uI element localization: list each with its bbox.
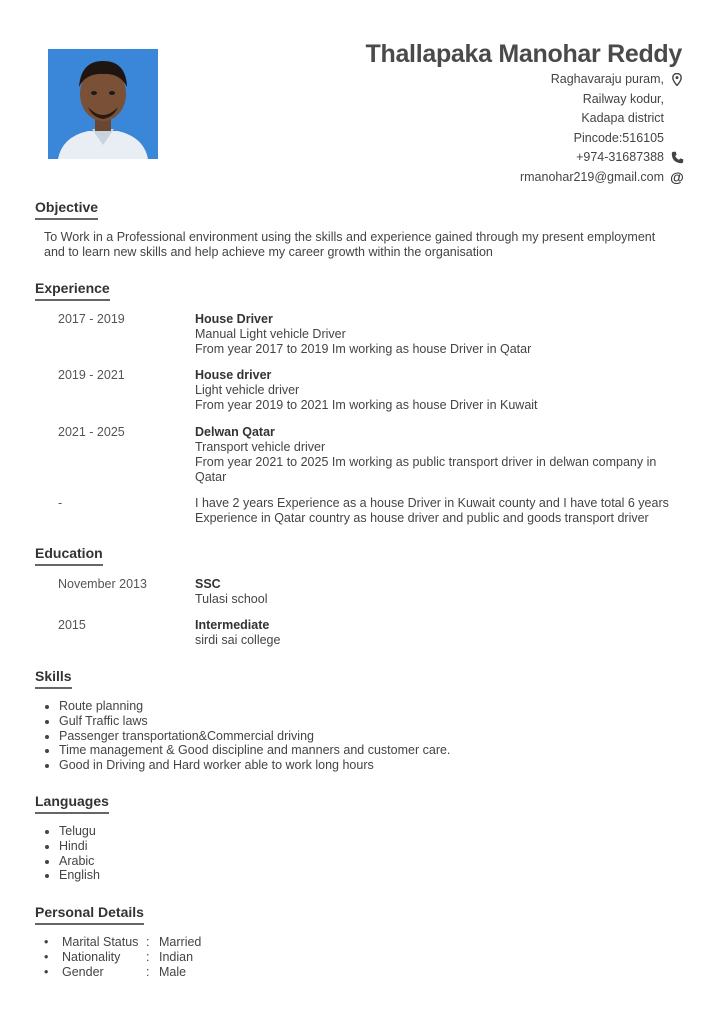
entry-title: House Driver bbox=[195, 312, 273, 326]
pincode: Pincode:516105 bbox=[573, 130, 664, 145]
entry-title: Delwan Qatar bbox=[195, 425, 275, 439]
address-line bbox=[520, 109, 684, 129]
languages-list bbox=[41, 824, 100, 883]
location-pin-icon bbox=[670, 70, 684, 90]
email-row bbox=[520, 168, 684, 188]
entry-date: 2019 - 2021 bbox=[58, 368, 125, 382]
address-line-1: Raghavaraju puram, bbox=[550, 72, 664, 86]
entry-date: 2017 - 2019 bbox=[58, 312, 125, 326]
list-item: • Hindi bbox=[59, 839, 100, 854]
list-item: • Gulf Traffic laws bbox=[59, 714, 450, 729]
list-item bbox=[44, 965, 201, 980]
list-item: • Route planning bbox=[59, 699, 450, 714]
entry-line: sirdi sai college bbox=[195, 633, 281, 647]
entry-date: 2015 bbox=[58, 618, 86, 632]
entry-line: From year 2019 to 2021 Im working as house Driver in Kuwait bbox=[195, 398, 538, 412]
full-name: Thallapaka Manohar Reddy bbox=[365, 40, 682, 68]
objective-text: To Work in a Professional environment using the skills and experience gained through my present employment and to learn new skills and help achieve my career growth within the organisation bbox=[44, 230, 656, 259]
section-title-education: Education bbox=[35, 545, 103, 566]
entry-line: Manual Light vehicle Driver bbox=[195, 327, 346, 341]
bullet-icon: • bbox=[44, 964, 49, 979]
section-title-languages: Languages bbox=[35, 793, 109, 814]
list-item: • Good in Driving and Hard worker able to work long hours bbox=[59, 758, 450, 773]
detail-value: Male bbox=[159, 964, 187, 979]
personal-details-list bbox=[44, 935, 201, 979]
entry-title: SSC bbox=[195, 577, 221, 591]
profile-photo bbox=[48, 49, 158, 159]
address-line bbox=[520, 129, 684, 149]
entry-line: Tulasi school bbox=[195, 592, 268, 606]
section-title-skills: Skills bbox=[35, 668, 72, 689]
list-item: • Telugu bbox=[59, 824, 100, 839]
address-line-2: Railway kodur, bbox=[582, 91, 664, 106]
section-title-experience: Experience bbox=[35, 280, 110, 301]
detail-label: Nationality bbox=[62, 949, 121, 964]
detail-value: Married bbox=[159, 935, 202, 949]
list-item: • Arabic bbox=[59, 854, 100, 869]
entry-date: - bbox=[58, 496, 63, 510]
bullet-icon: • bbox=[44, 935, 49, 949]
address-line bbox=[520, 70, 684, 90]
phone-icon bbox=[670, 148, 684, 168]
section-title-objective: Objective bbox=[35, 199, 98, 220]
address-line bbox=[520, 90, 684, 110]
entry-date: 2021 - 2025 bbox=[58, 425, 125, 439]
entry-line: From year 2021 to 2025 Im working as public transport driver in delwan company in Qatar bbox=[195, 455, 657, 484]
entry-date: November 2013 bbox=[58, 577, 147, 591]
detail-separator: : bbox=[146, 949, 150, 964]
person-photo-icon bbox=[48, 49, 158, 159]
detail-label: Gender bbox=[62, 964, 104, 979]
entry-title: House driver bbox=[195, 368, 272, 382]
section-title-personal-details: Personal Details bbox=[35, 904, 144, 925]
detail-value: Indian bbox=[159, 949, 194, 964]
list-item bbox=[44, 950, 201, 965]
address-line-3: Kadapa district bbox=[581, 111, 664, 125]
detail-separator: : bbox=[146, 935, 150, 949]
skills-list bbox=[41, 699, 450, 773]
detail-label: Marital Status bbox=[62, 935, 139, 949]
detail-separator: : bbox=[146, 964, 150, 979]
entry-title: Intermediate bbox=[195, 618, 270, 632]
email-address[interactable]: rmanohar219@gmail.com bbox=[519, 169, 664, 184]
entry-line: Transport vehicle driver bbox=[195, 440, 326, 454]
contact-block bbox=[520, 70, 684, 187]
phone-row bbox=[520, 148, 684, 168]
list-item: • Time management & Good discipline and manners and customer care. bbox=[59, 743, 450, 758]
entry-line: I have 2 years Experience as a house Driver in Kuwait county and I have total 6 years Experience in Qatar country as house driver and public and goods transport driver bbox=[195, 496, 669, 525]
bullet-icon: • bbox=[44, 949, 49, 964]
entry-line: Light vehicle driver bbox=[195, 383, 300, 397]
list-item: • English bbox=[59, 868, 100, 883]
at-icon: @ bbox=[670, 168, 684, 185]
entry-line: From year 2017 to 2019 Im working as house Driver in Qatar bbox=[195, 342, 532, 356]
phone-number[interactable]: +974-31687388 bbox=[576, 150, 664, 164]
list-item bbox=[44, 935, 201, 950]
list-item: • Passenger transportation&Commercial driving bbox=[59, 729, 450, 744]
